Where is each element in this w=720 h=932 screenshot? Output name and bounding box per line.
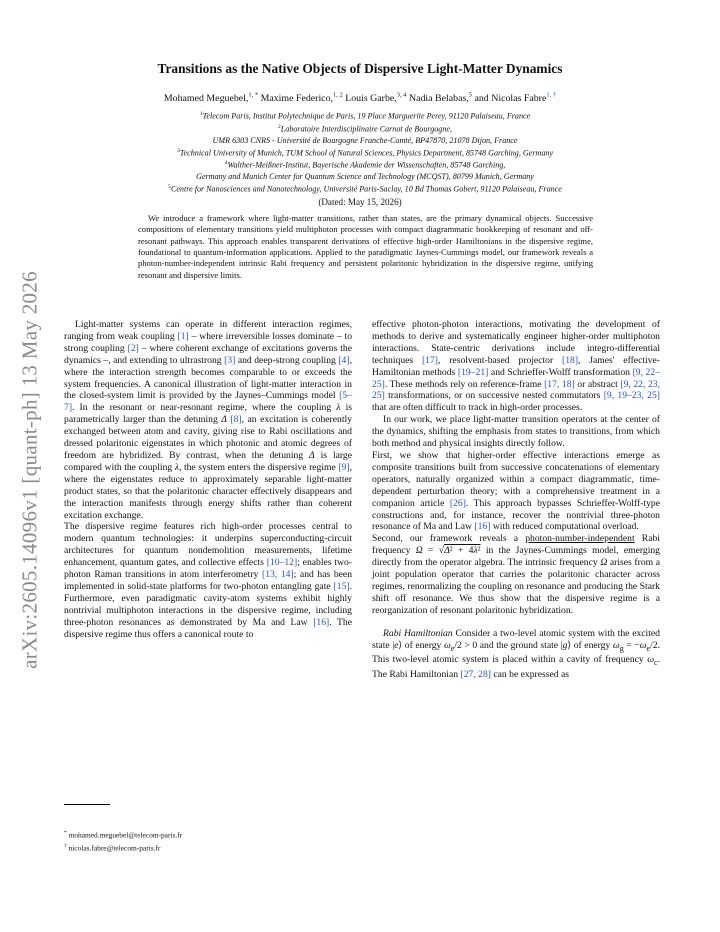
- dated-line: (Dated: May 15, 2026): [318, 197, 402, 207]
- citation-link[interactable]: [18]: [561, 354, 579, 366]
- abstract: We introduce a framework where light-matter transitions, rather than states, are the primary dynamical objects. Successive compositions of elementary transitions yield multiphoton processes with compact diagrammatic bookkeeping of resonant and off-resonant pathways. This approach enables transparent derivations of effective high-order Hamiltonians in the dispersive regime, foundational to quantum-information applications. Applied to the paradigmatic Jaynes-Cummings model, our framework reveals a photon-number-independent intrinsic Rabi frequency and persistent polaritonic hybridization in the dispersive regime, unifying resonant and dispersive limits.: [138, 213, 593, 280]
- section-heading: Rabi Hamiltonian: [383, 627, 453, 639]
- citation-link[interactable]: [4]: [338, 354, 350, 366]
- citation-link[interactable]: [26]: [449, 497, 466, 509]
- citation-link[interactable]: [16]: [474, 521, 491, 533]
- citation-link[interactable]: [5–7]: [64, 390, 352, 414]
- citation-link[interactable]: [17, 18]: [544, 378, 575, 390]
- arxiv-identifier: arXiv:2605.14096v1 [quant-ph] 13 May 2026: [17, 271, 42, 669]
- affiliation: $^1$Telecom Paris, Institut Polytechnique de Paris, 19 Place Marguerite Perey, 91120 Palaiseau, France: [199, 111, 531, 121]
- paragraph: Second, our framework reveals a photon-number-independent Rabi frequency Ω = √Δ² + 4λ² in the Jaynes-Cummings model, emerging directly from the operator algebra. The intrinsic frequency Ω arises from a joint population operator that carries the polaritonic character across regimes, renormalizing the coupling on resonance and producing the Stark shift off resonance. We thus show that the dispersive regime is a reorganization of resonant polaritonic hybridization.: [372, 533, 660, 616]
- paragraph: Light-matter systems can operate in different interaction regimes, ranging from weak coupling [1] – where irreversible losses dominate – to strong coupling [2] – where coherent exchange of excitations governs the dynamics –, and extending to ultrastrong [3] and deep-strong coupling [4], where the interaction strength becomes comparable to or exceeds the system frequencies. A canonical illustration of light-matter interaction in the closed-system limit is provided by the Jaynes–Cummings model [5–7]. In the resonant or near-resonant regime, where the coupling λ is parametrically larger than the detuning Δ [8], an excitation is coherently exchanged between atom and cavity, giving rise to Rabi oscillations and dressed polaritonic eigenstates in which photonic and atomic degrees of freedom are hybridized. By contrast, when the detuning Δ is large compared with the coupling λ, the system enters the dispersive regime [9], where the eigenstates reduce to approximately separable light-matter product states, so that the polaritonic character effectively disappears and the interaction manifests through energy shifts rather than coherent excitation exchange.: [64, 319, 353, 521]
- affiliation: $^5$Centre for Nanosciences and Nanotechnology, Université Paris-Saclay, 10 Bd Thomas Gobert, 91120 Palaiseau, France: [168, 184, 562, 194]
- paragraph: The dispersive regime features rich high-order processes central to modern quantum technologies: it underpins superconducting-circuit architectures for quantum nondemolition measurements, lifetime enhancement, quantum gates, and collective effects [10–12]; enables two-photon Raman transitions in atom interferometry [13, 14]; and has been implemented in solid-state platforms for two-photon entangling gate [15]. Furthermore, even paradigmatic cavity-atom systems exhibit highly nontrivial multiphoton interactions in the dispersive regime, including three-photon resonances as demonstrated by Ma and Law [16]. The dispersive regime thus offers a canonical route to: [64, 521, 353, 640]
- footnotes: [64, 828, 344, 854]
- paragraph: In our work, we place light-matter transition operators at the center of the dynamics, shifting the emphasis from states to transitions, from which both method and physical insights directly follow.: [372, 414, 660, 450]
- body-column-right: [372, 319, 660, 681]
- citation-link[interactable]: [9, 19–23, 25]: [603, 390, 660, 402]
- footnote-rule: [64, 804, 110, 805]
- author: Nadia Belabas,$^5$: [408, 92, 473, 105]
- paragraph: Rabi Hamiltonian Consider a two-level atomic system with the excited state |e⟩ of energy $\omega_e/2 > 0$ and the ground state |g⟩ of energy $\omega_g = -\omega_e/2$. This two-level atomic system is placed within a cavity of frequency $\omega_c$. The Rabi Hamiltonian [27, 28] can be expressed as: [372, 627, 660, 681]
- citation-link[interactable]: [15]: [333, 580, 350, 592]
- author: Mohamed Meguebel,$^{1, *}$: [163, 92, 259, 105]
- citation-link[interactable]: [2]: [127, 342, 139, 354]
- footnote: † nicolas.fabre@telecom-paris.fr: [64, 842, 161, 853]
- citation-link[interactable]: [17]: [421, 354, 439, 366]
- affiliation: $^4$Walther-Meißner-Institut, Bayerische Akademie der Wissenschaften, 85748 Garching, Germany and Munich Center for Quantum Science and Technology (MCQST), 80799 Munich, Germany: [196, 160, 534, 182]
- body-column-left: [64, 319, 352, 640]
- citation-link[interactable]: [3]: [224, 354, 236, 366]
- citation-link[interactable]: [13, 14]: [261, 569, 294, 581]
- affiliation: $^3$Technical University of Munich, TUM School of Natural Sciences, Physics Department, 85748 Garching, Germany: [176, 147, 554, 158]
- author-list: [0, 92, 720, 104]
- citation-link[interactable]: [19–21]: [457, 366, 489, 378]
- affiliation: $^2$Laboratoire Interdisciplinaire Carnot de Bourgogne, UMR 6303 CNRS - Université de Bourgogne Franche-Comté, BP47870, 21078 Dijon, France: [212, 123, 518, 145]
- citation-link[interactable]: [1]: [177, 330, 189, 342]
- citation-link[interactable]: [16]: [313, 616, 330, 628]
- author: Louis Garbe,$^{3, 4}$: [345, 92, 407, 105]
- citation-link[interactable]: [10–12]: [266, 557, 298, 569]
- citation-link[interactable]: [8]: [230, 414, 242, 426]
- citation-link[interactable]: [9, 22, 23, 25]: [372, 378, 660, 402]
- citation-link[interactable]: [27, 28]: [460, 669, 491, 681]
- citation-link[interactable]: [9, 22–25]: [372, 366, 660, 390]
- citation-link[interactable]: [9]: [338, 461, 350, 473]
- paper-title: Transitions as the Native Objects of Dispersive Light-Matter Dynamics: [157, 61, 563, 76]
- arxiv-sidebar-stamp: [8, 240, 52, 700]
- paragraph: effective photon-photon interactions, motivating the development of methods to derive and systematically engineer higher-order multiphoton interactions. State-centric derivations include integro-differential techniques [17], resolvent-based projector [18], James' effective-Hamiltonian methods [19–21] and Schrieffer-Wolff transformation [9, 22–25]. These methods rely on reference-frame [17, 18] or abstract [9, 22, 23, 25] transformations, or on successive nested commutators [9, 19–23, 25] that are often difficult to track in high-order processes.: [372, 319, 660, 414]
- author: Maxime Federico,$^{1, 2}$: [260, 92, 343, 105]
- affiliation-list: [60, 109, 670, 195]
- paragraph: First, we show that higher-order effective interactions emerge as composite transitions built from successive concatenations of elementary operators, naturally organized within a compact diagrammatic, time-dependent perturbation theory; with a comprehensive treatment in a companion article [26]. This approach bypasses Schrieffer-Wolff-type constructions and, for instance, recover the nontrivial three-photon resonance of Ma and Law [16] with reduced computational overload.: [372, 449, 660, 533]
- author: and Nicolas Fabre$^{1, \dagger}$: [474, 92, 557, 105]
- footnote: * mohamed.meguebel@telecom-paris.fr: [64, 830, 183, 840]
